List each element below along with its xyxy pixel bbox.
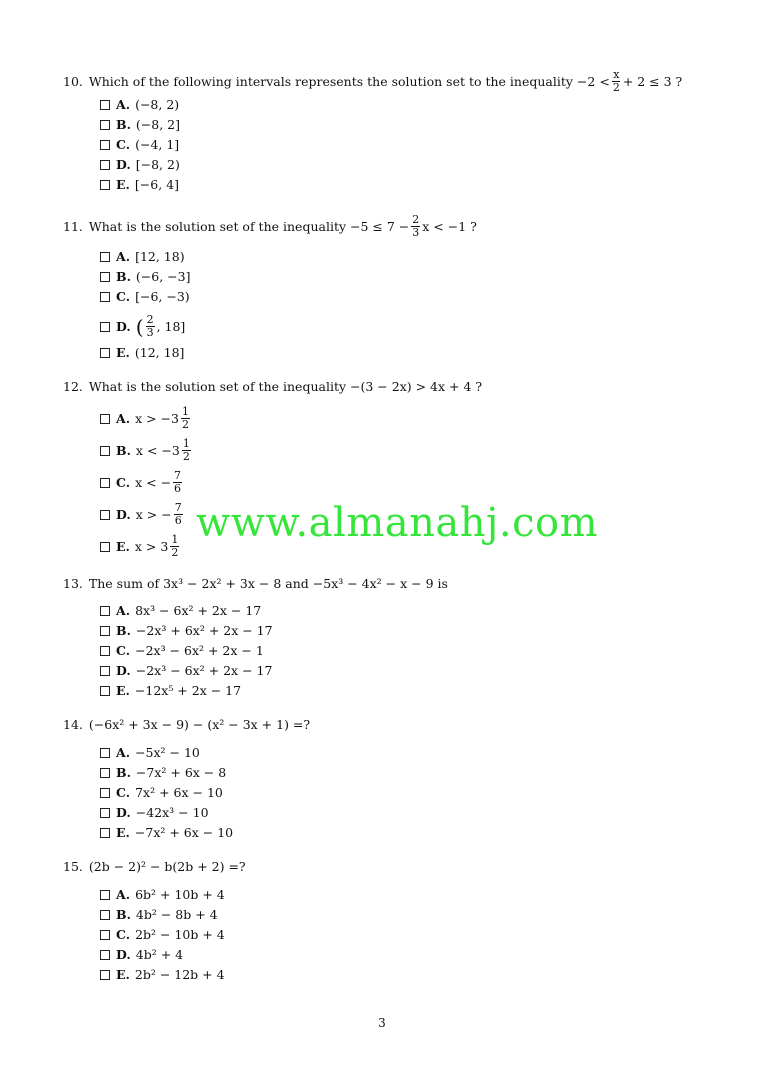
- checkbox[interactable]: [100, 542, 110, 552]
- option-13-e[interactable]: E. −12x⁵ + 2x − 17: [100, 684, 241, 698]
- fraction: $\frac{7}{6}$: [174, 501, 182, 527]
- option-15-c[interactable]: C. 2b² − 10b + 4: [100, 928, 225, 942]
- question-text: What is the solution set of the inequality −(3 − 2x) > 4x + 4 ?: [88, 379, 483, 394]
- option-11-c[interactable]: C. [−6, −3): [100, 290, 190, 304]
- checkbox[interactable]: [100, 348, 110, 358]
- question-text: (−6x² + 3x − 9) − (x² − 3x + 1) =?: [88, 717, 311, 732]
- checkbox[interactable]: [100, 272, 110, 282]
- checkbox[interactable]: [100, 478, 110, 488]
- fraction: $\frac{1}{2}$: [181, 405, 189, 431]
- checkbox[interactable]: [100, 510, 110, 520]
- option-11-a[interactable]: A. [12, 18): [100, 250, 185, 264]
- checkbox[interactable]: [100, 950, 110, 960]
- option-14-d[interactable]: D. −42x³ − 10: [100, 806, 209, 820]
- question-text-after: + 2 ≤ 3 ?: [622, 73, 683, 89]
- option-13-a[interactable]: A. 8x³ − 6x² + 2x − 17: [100, 604, 261, 618]
- option-12-c[interactable]: C. x < − $\frac{7}{6}$: [100, 470, 184, 495]
- option-15-e[interactable]: E. 2b² − 12b + 4: [100, 968, 225, 982]
- option-14-e[interactable]: E. −7x² + 6x − 10: [100, 826, 233, 840]
- question-12-stem: [63, 380, 482, 394]
- option-11-e[interactable]: E. (12, 18]: [100, 346, 184, 360]
- option-14-c[interactable]: C. 7x² + 6x − 10: [100, 786, 223, 800]
- question-number: 10.: [63, 73, 83, 89]
- checkbox[interactable]: [100, 828, 110, 838]
- checkbox[interactable]: [100, 160, 110, 170]
- option-10-a[interactable]: A. (−8, 2): [100, 98, 179, 112]
- checkbox[interactable]: [100, 666, 110, 676]
- checkbox[interactable]: [100, 970, 110, 980]
- fraction: $\frac{2}{3}$: [412, 213, 420, 239]
- option-15-b[interactable]: B. 4b² − 8b + 4: [100, 908, 218, 922]
- question-number: 15.: [63, 859, 83, 874]
- page-number: 3: [378, 1016, 386, 1030]
- checkbox[interactable]: [100, 292, 110, 302]
- option-12-d[interactable]: D. x > − $\frac{7}{6}$: [100, 502, 185, 527]
- option-13-c[interactable]: C. −2x³ − 6x² + 2x − 1: [100, 644, 264, 658]
- checkbox[interactable]: [100, 414, 110, 424]
- option-10-c[interactable]: C. (−4, 1]: [100, 138, 179, 152]
- question-number: 12.: [63, 379, 83, 394]
- question-15-stem: [63, 860, 246, 874]
- checkbox[interactable]: [100, 180, 110, 190]
- checkbox[interactable]: [100, 646, 110, 656]
- option-15-d[interactable]: D. 4b² + 4: [100, 948, 183, 962]
- checkbox[interactable]: [100, 788, 110, 798]
- option-13-b[interactable]: B. −2x³ + 6x² + 2x − 17: [100, 624, 273, 638]
- checkbox[interactable]: [100, 768, 110, 778]
- question-11-stem: [63, 214, 477, 239]
- option-12-b[interactable]: B. x < −3 $\frac{1}{2}$: [100, 438, 193, 463]
- option-10-d[interactable]: D. [−8, 2): [100, 158, 180, 172]
- question-number: 11.: [63, 218, 83, 234]
- fraction: $\frac{1}{2}$: [182, 437, 190, 463]
- checkbox[interactable]: [100, 890, 110, 900]
- option-10-e[interactable]: E. [−6, 4]: [100, 178, 179, 192]
- question-text: The sum of 3x³ − 2x² + 3x − 8 and −5x³ − 4x² − x − 9 is: [88, 576, 448, 591]
- option-11-b[interactable]: B. (−6, −3]: [100, 270, 190, 284]
- checkbox[interactable]: [100, 252, 110, 262]
- checkbox[interactable]: [100, 910, 110, 920]
- checkbox[interactable]: [100, 626, 110, 636]
- question-13-stem: [63, 577, 448, 591]
- option-15-a[interactable]: A. 6b² + 10b + 4: [100, 888, 225, 902]
- checkbox[interactable]: [100, 322, 110, 332]
- watermark: www.almanahj.com: [196, 500, 599, 546]
- question-text-after: x < −1 ?: [422, 218, 477, 234]
- checkbox[interactable]: [100, 930, 110, 940]
- option-13-d[interactable]: D. −2x³ − 6x² + 2x − 17: [100, 664, 272, 678]
- checkbox[interactable]: [100, 686, 110, 696]
- checkbox[interactable]: [100, 748, 110, 758]
- option-14-a[interactable]: A. −5x² − 10: [100, 746, 200, 760]
- option-12-e[interactable]: E. x > 3 $\frac{1}{2}$: [100, 534, 181, 559]
- checkbox[interactable]: [100, 808, 110, 818]
- question-text: What is the solution set of the inequality −5 ≤ 7 −: [88, 218, 410, 234]
- question-text: Which of the following intervals represents the solution set to the inequality −2 <: [88, 73, 610, 89]
- checkbox[interactable]: [100, 446, 110, 456]
- fraction: $\frac{7}{6}$: [174, 469, 182, 495]
- question-10-stem: [63, 69, 682, 94]
- option-11-d[interactable]: D. ( $\frac{2}{3}$ , 18]: [100, 314, 185, 339]
- fraction: $\frac{2}{3}$: [146, 313, 154, 339]
- checkbox[interactable]: [100, 606, 110, 616]
- question-number: 13.: [63, 576, 83, 591]
- fraction: $\frac{x}{2}$: [612, 68, 620, 94]
- fraction: $\frac{1}{2}$: [171, 533, 179, 559]
- option-14-b[interactable]: B. −7x² + 6x − 8: [100, 766, 226, 780]
- option-12-a[interactable]: A. x > −3 $\frac{1}{2}$: [100, 406, 192, 431]
- checkbox[interactable]: [100, 140, 110, 150]
- checkbox[interactable]: [100, 120, 110, 130]
- checkbox[interactable]: [100, 100, 110, 110]
- option-10-b[interactable]: B. (−8, 2]: [100, 118, 180, 132]
- question-number: 14.: [63, 717, 83, 732]
- question-text: (2b − 2)² − b(2b + 2) =?: [88, 859, 246, 874]
- question-14-stem: [63, 718, 310, 732]
